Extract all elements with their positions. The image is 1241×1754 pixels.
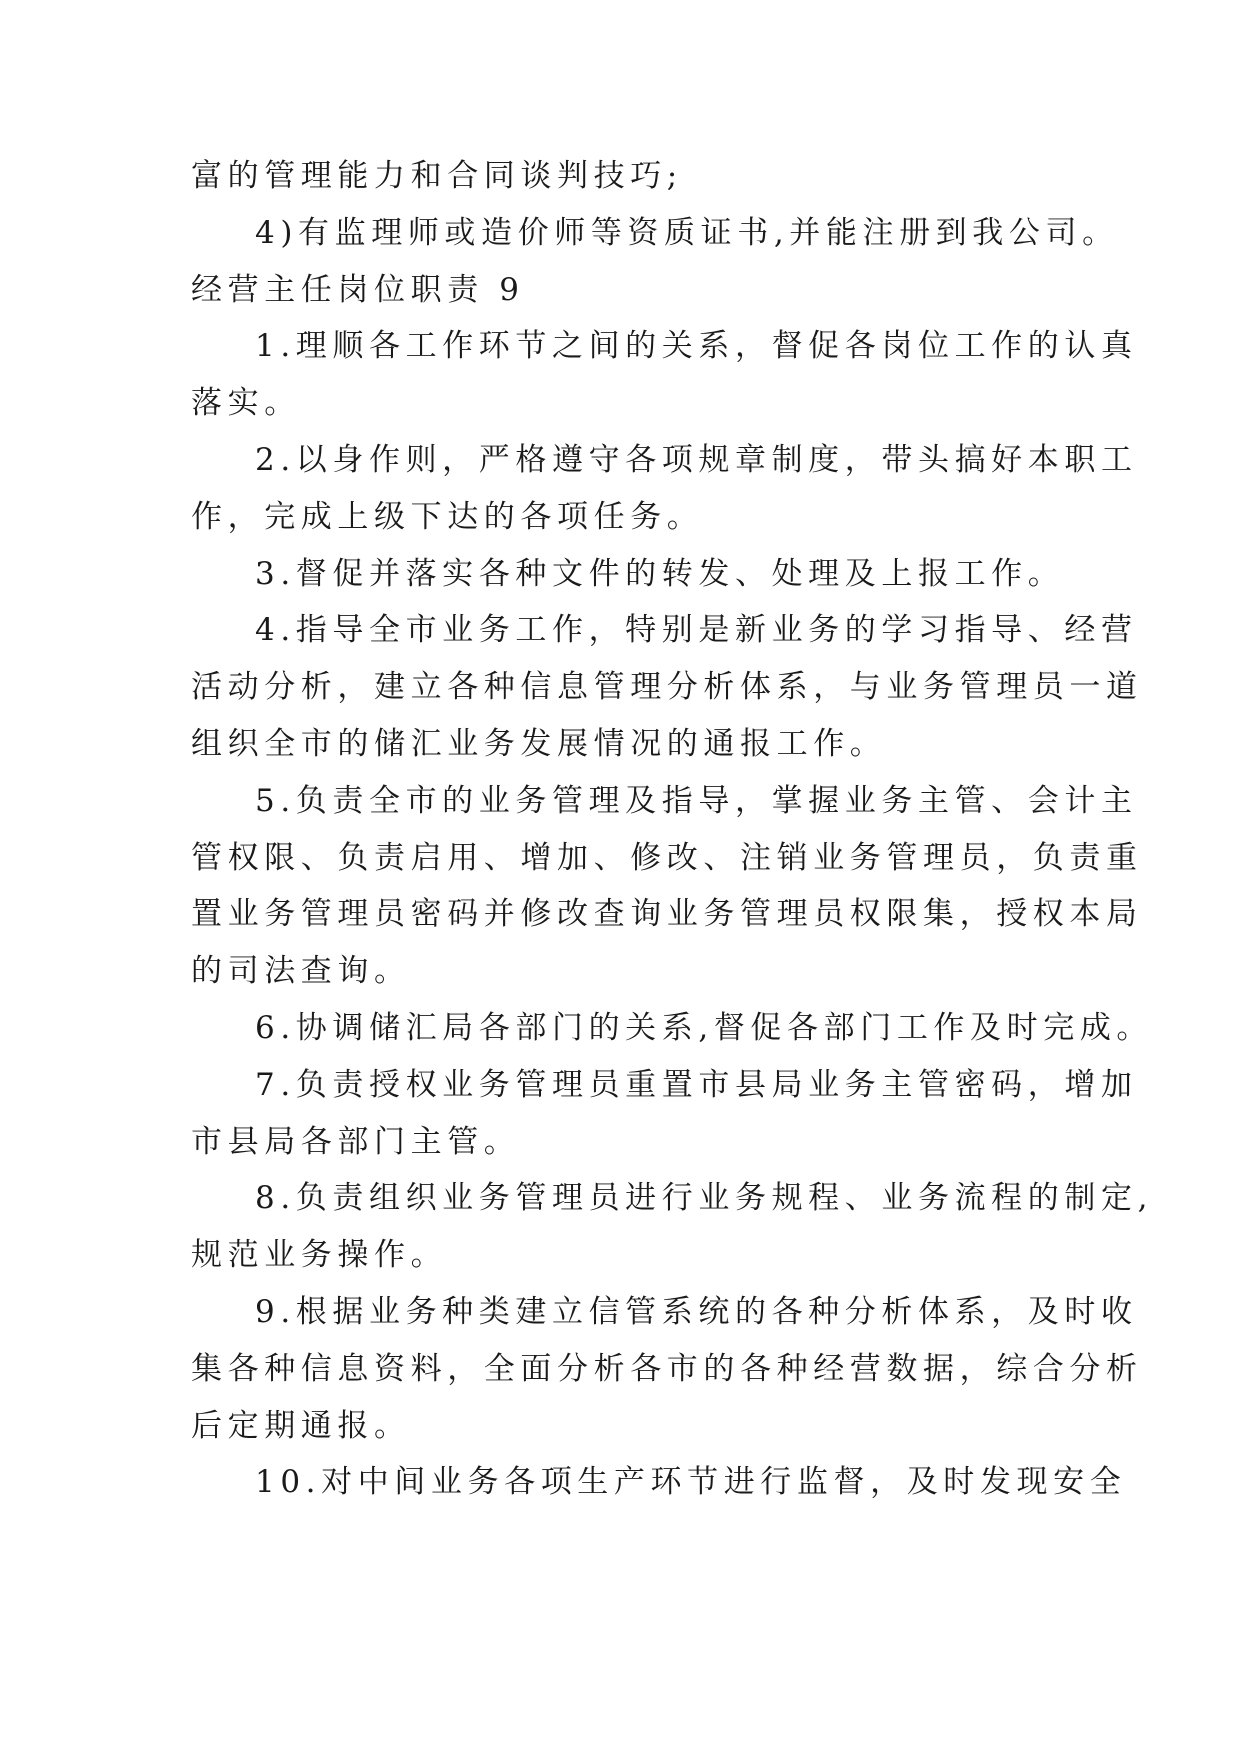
text-line: 6.协调储汇局各部门的关系,督促各部门工作及时完成。 <box>255 1009 1154 1046</box>
text-line: 市县局各部门主管。 <box>191 1123 521 1160</box>
section-heading: 经营主任岗位职责 9 <box>191 271 525 308</box>
text-line: 富的管理能力和合同谈判技巧; <box>191 158 683 194</box>
text-line: 后定期通报。 <box>191 1407 411 1444</box>
text-line: 4.指导全市业务工作，特别是新业务的学习指导、经营 <box>255 612 1138 649</box>
text-line: 集各种信息资料，全面分析各市的各种经营数据，综合分析 <box>191 1350 1143 1387</box>
text-line: 作，完成上级下达的各项任务。 <box>191 498 704 535</box>
text-line: 2.以身作则，严格遵守各项规章制度，带头搞好本职工 <box>255 441 1138 478</box>
text-line: 组织全市的储汇业务发展情况的通报工作。 <box>191 725 887 762</box>
text-line: 置业务管理员密码并修改查询业务管理员权限集，授权本局 <box>191 896 1143 933</box>
text-line: 3.督促并落实各种文件的转发、处理及上报工作。 <box>255 555 1065 592</box>
document-body <box>191 148 1154 1511</box>
text-line: 的司法查询。 <box>191 953 411 990</box>
text-line: 7.负责授权业务管理员重置市县局业务主管密码，增加 <box>255 1066 1138 1103</box>
text-line: 活动分析，建立各种信息管理分析体系，与业务管理员一道 <box>191 669 1143 706</box>
text-line: 5.负责全市的业务管理及指导，掌握业务主管、会计主 <box>255 782 1138 819</box>
text-line: 落实。 <box>191 385 301 422</box>
text-line: 8.负责组织业务管理员进行业务规程、业务流程的制定, <box>255 1180 1154 1217</box>
text-line: 规范业务操作。 <box>191 1237 448 1274</box>
text-line: 1.理顺各工作环节之间的关系，督促各岗位工作的认真 <box>255 328 1138 365</box>
text-line: 4)有监理师或造价师等资质证书,并能注册到我公司。 <box>255 214 1119 251</box>
text-line: 10.对中间业务各项生产环节进行监督，及时发现安全 <box>255 1464 1127 1501</box>
text-line: 管权限、负责启用、增加、修改、注销业务管理员，负责重 <box>191 839 1143 876</box>
text-line: 9.根据业务种类建立信管系统的各种分析体系，及时收 <box>255 1293 1138 1330</box>
